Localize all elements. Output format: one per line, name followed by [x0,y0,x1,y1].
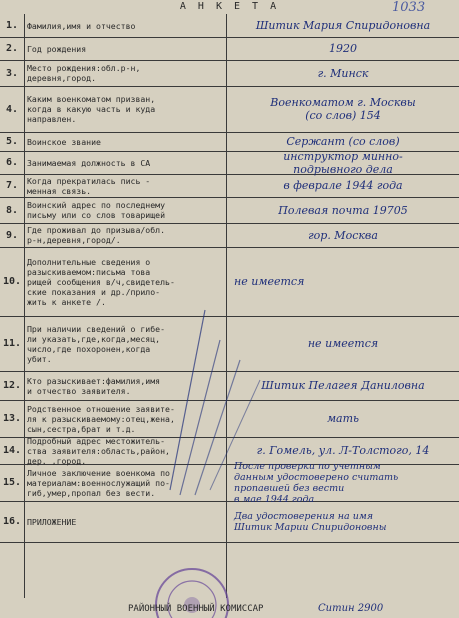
row-question: Когда прекратилась пись - менная связь. [27,175,151,196]
row-number: 4. [5,103,19,115]
row-number: 16. [2,516,22,527]
questionnaire-row [0,316,459,372]
row-question: Место рождения:обл.р-н, деревня,город. [27,63,141,83]
questionnaire-row [0,151,459,175]
row-answer: Сержант (со слов) [286,135,400,148]
row-question: Где проживал до призыва/обл. р-н,деревня,город/. [27,225,166,245]
row-answer: 1920 [329,42,357,55]
row-question: Воинское звание [27,136,101,147]
questionnaire-row [0,14,459,38]
questionnaire-row [0,501,459,543]
row-question: Родственное отношение заявите- ля к разыскиваемому:отец,жена, сын,сестра,брат и т.д. [27,403,175,434]
footer-label: РАЙОННЫЙ ВОЕННЫЙ КОМИССАР [128,604,264,614]
row-answer: Военкоматом г. Москвы (со слов) 154 [270,96,416,122]
row-question: Кто разыскивает:фамилия,имя и отчество заявителя. [27,375,161,396]
row-question: Личное заключение военкома по материалам:военнослужащий по- гиб,умер,пропал без вести. [27,467,170,498]
row-question: ПРИЛОЖЕНИЕ [27,516,77,527]
row-answer: мать [326,412,360,425]
row-answer: в феврале 1944 года [283,179,403,192]
row-number: 13. [2,413,22,424]
row-number: 6. [5,157,19,168]
row-number: 9. [5,229,19,241]
questionnaire-row [0,247,459,317]
row-answer: не имеется [307,337,379,350]
row-question: Фамилия,имя и отчество [27,20,136,31]
questionnaire-row [0,371,459,401]
questionnaire-row [0,60,459,87]
row-answer: Полевая почта 19705 [278,203,408,217]
row-number: 15. [2,477,22,488]
row-number: 8. [5,204,19,216]
row-answer: Два удостоверения на имя Шитик Марии Спиридоновны [234,510,387,533]
row-number: 12. [2,380,22,391]
row-question: Каким военкоматом призван, когда в какую часть и куда направлен. [27,94,156,124]
questionnaire-row [0,400,459,438]
row-number: 10. [2,276,22,287]
questionnaire-row [0,197,459,224]
corner-note: 1033 [392,0,426,15]
questionnaire-row [0,174,459,198]
document-title: А Н К Е Т А [179,1,280,12]
questionnaire-row [0,86,459,133]
row-answer: Шитик Мария Спиридоновна [255,19,431,32]
row-answer: После проверки по учетным данным удостоверено считать пропавшей без вести в мае 1944 года [234,460,399,505]
row-number: 7. [5,180,19,191]
row-number: 1. [5,20,19,31]
row-question: Занимаемая должность в СА [27,157,151,168]
row-number: 5. [5,136,19,147]
questionnaire-row [0,460,459,505]
row-number: 11. [2,338,22,349]
row-question: Год рождения [27,43,87,54]
row-answer: гор. Москва [308,228,378,242]
row-number: 14. [2,445,22,456]
footer [0,602,459,616]
footer-signature: Ситин 2900 [318,603,384,614]
row-answer: г. Минск [317,66,369,80]
row-question: Подробный адрес местожитель- ства заявителя:область,район, дер. ,город. [27,435,170,466]
row-answer: не имеется [234,275,305,288]
row-answer: инструктор минно- подрывного дела [283,149,403,176]
row-answer: г. Гомель, ул. Л-Толстого, 14 [256,444,430,457]
row-number: 2. [5,43,19,54]
row-question: Воинский адрес по последнему письму или со слов товарищей [27,200,166,220]
row-question: Дополнительные сведения о разыскиваемом:письма това рищей сообщения в/ч,свидетель- ские показания и др./прило- жить к анкете /. [27,256,175,307]
questionnaire-row [0,223,459,248]
row-number: 3. [5,67,19,79]
row-question: При наличии сведений о гибе- ли указать,где,когда,месяц, число,где похоронен,когда убит. [27,323,166,364]
questionnaire-row [0,37,459,61]
row-answer: Шитик Пелагея Даниловна [261,379,425,392]
